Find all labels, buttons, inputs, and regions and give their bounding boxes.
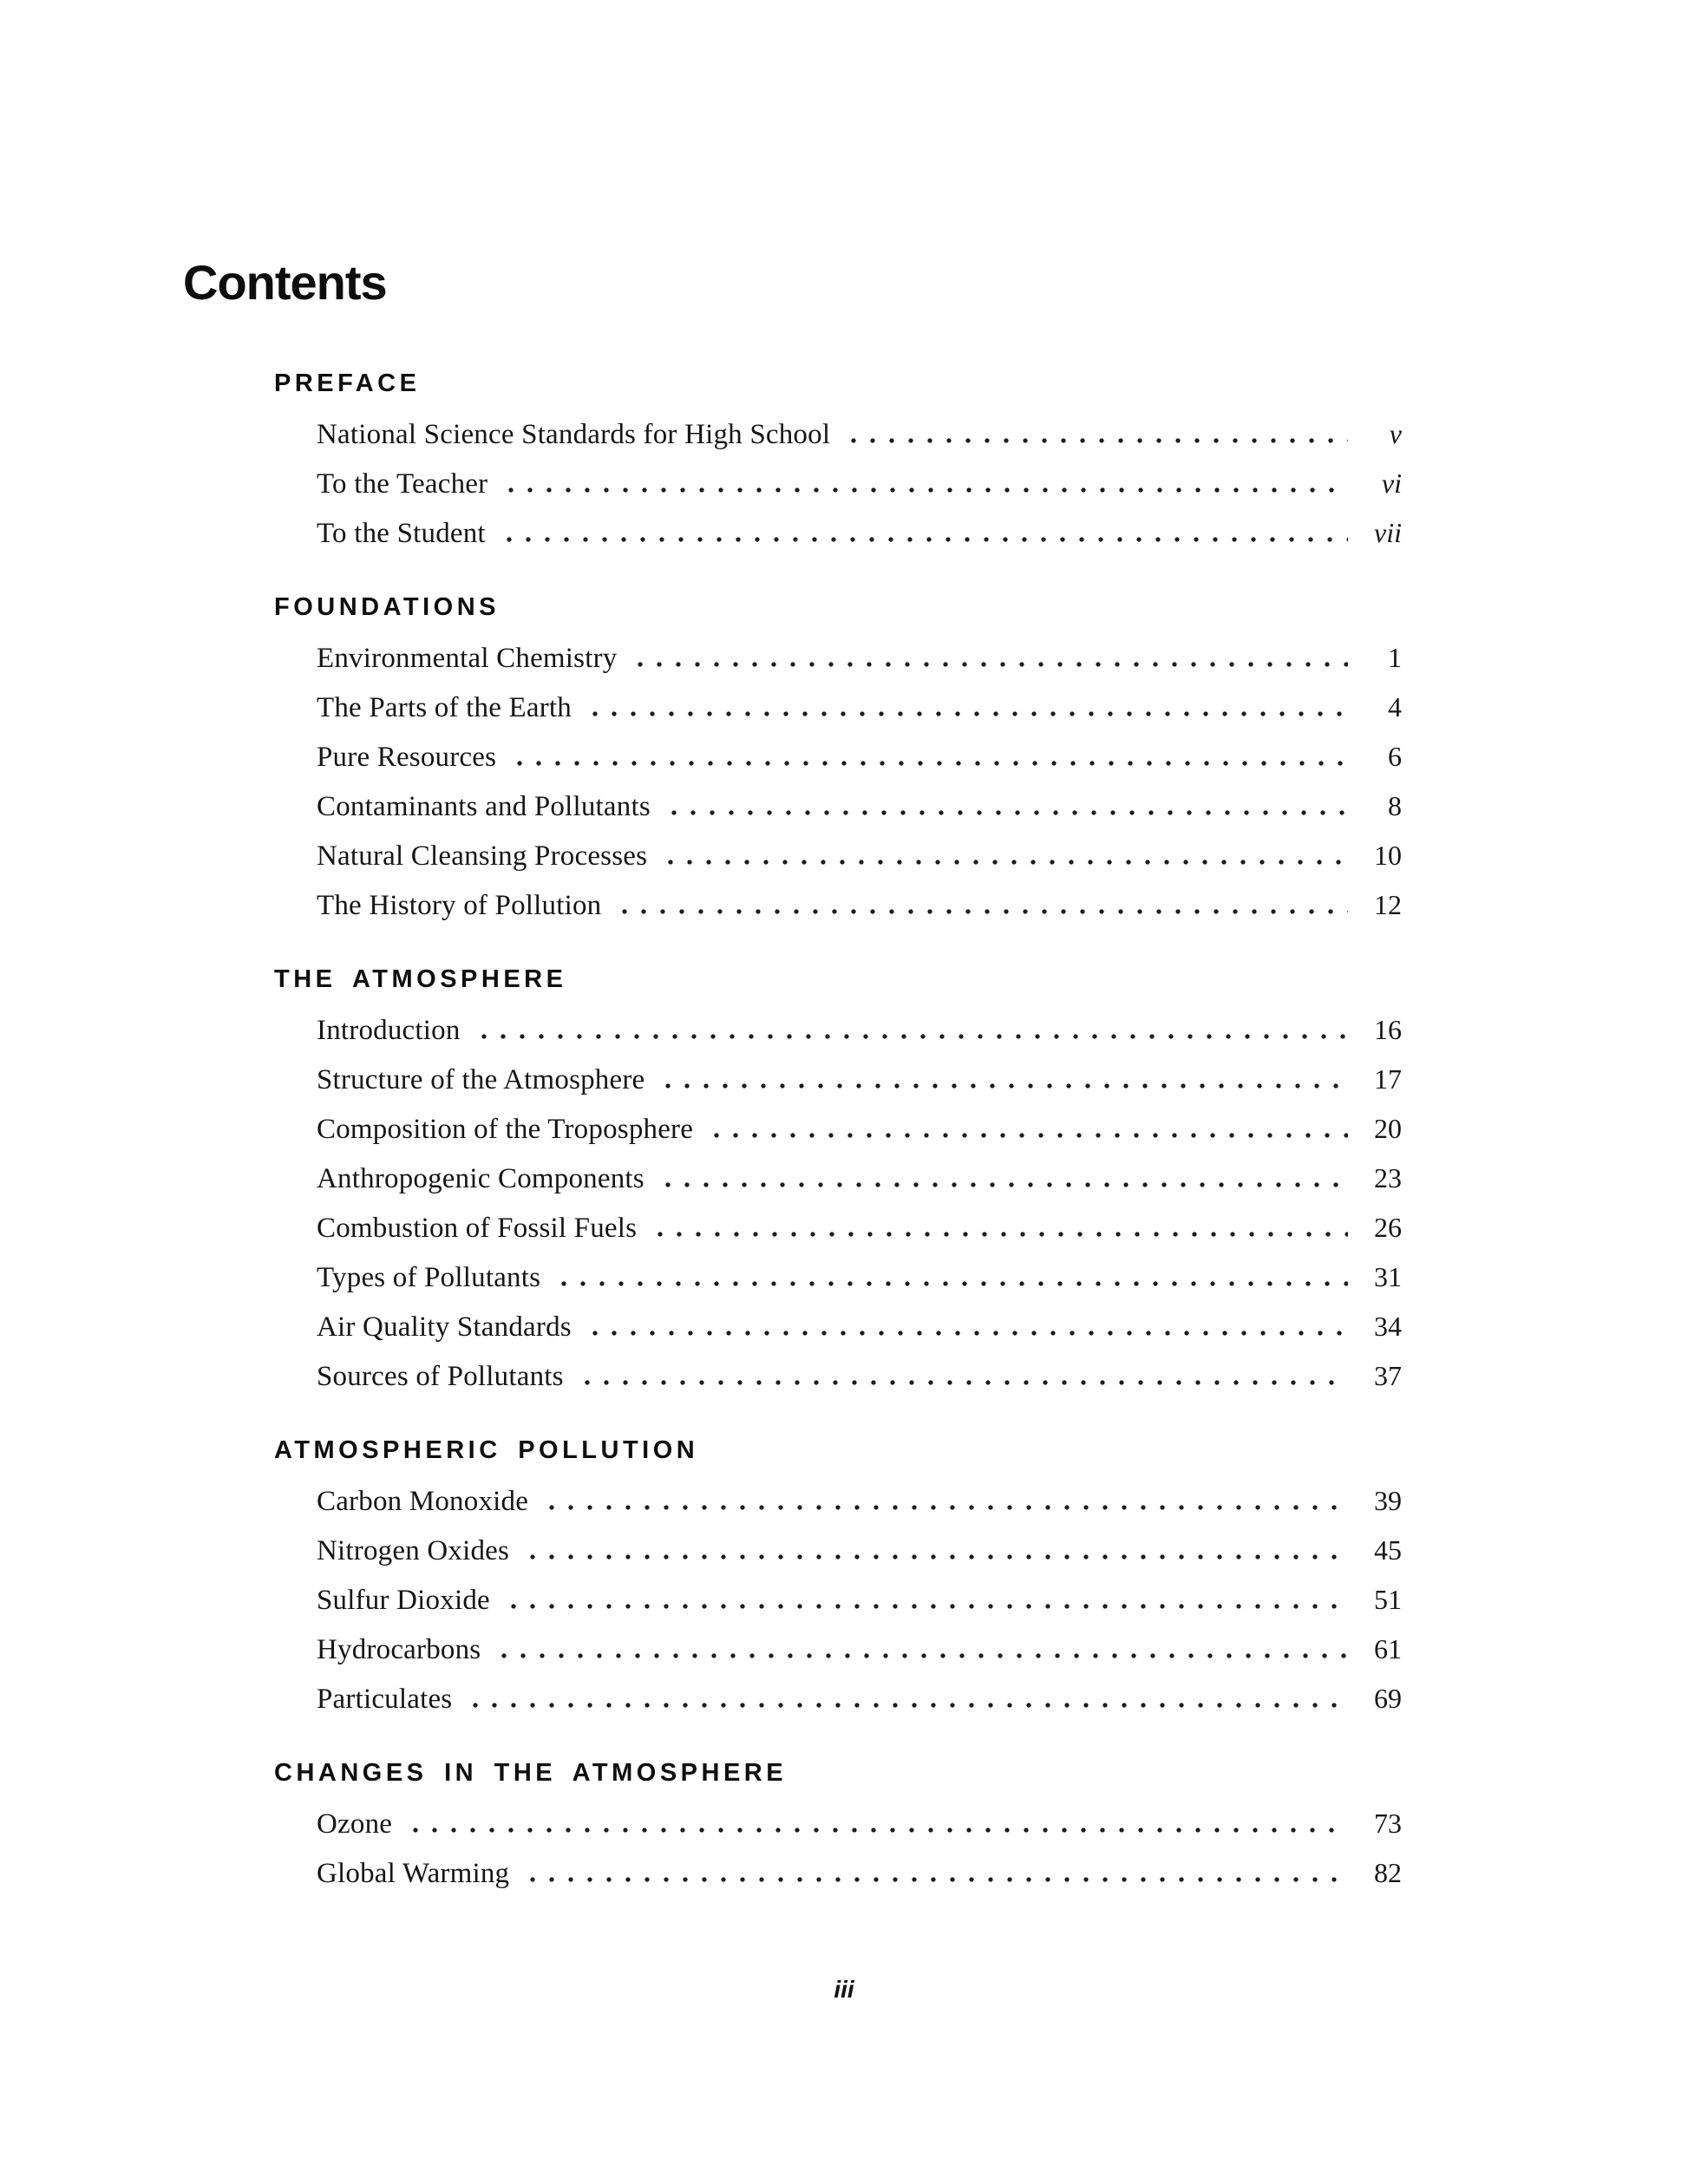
entry-label: Composition of the Troposphere bbox=[317, 1114, 694, 1145]
toc bbox=[274, 371, 1402, 1888]
entry-label: To the Teacher bbox=[317, 468, 488, 500]
toc-entries bbox=[317, 1016, 1402, 1391]
toc-section bbox=[274, 1438, 1402, 1714]
toc-entry bbox=[317, 1263, 1402, 1292]
entry-page-number: 8 bbox=[1388, 790, 1402, 821]
entry-page-number: 37 bbox=[1374, 1360, 1402, 1391]
entry-label: Hydrocarbons bbox=[317, 1634, 481, 1665]
entry-label: Air Quality Standards bbox=[317, 1311, 572, 1343]
toc-section bbox=[274, 967, 1402, 1391]
entry-label: Ozone bbox=[317, 1808, 393, 1840]
dot-leader bbox=[466, 1703, 1348, 1708]
entry-label: National Science Standards for High School bbox=[317, 419, 831, 450]
toc-entry bbox=[317, 1016, 1402, 1045]
dot-leader bbox=[586, 1331, 1348, 1336]
dot-leader bbox=[664, 810, 1348, 815]
toc-entry bbox=[317, 1859, 1402, 1888]
entry-page-number: 31 bbox=[1374, 1261, 1402, 1292]
entry-label: Types of Pollutants bbox=[317, 1262, 541, 1293]
toc-entry bbox=[317, 644, 1402, 673]
dot-leader bbox=[554, 1281, 1348, 1286]
toc-entry bbox=[317, 742, 1402, 772]
page-title: Contents bbox=[183, 255, 387, 310]
dot-leader bbox=[510, 761, 1348, 766]
toc-entry bbox=[317, 1684, 1402, 1714]
toc-entries bbox=[317, 1809, 1402, 1888]
toc-entry bbox=[317, 1213, 1402, 1243]
entry-label: Nitrogen Oxides bbox=[317, 1535, 510, 1566]
entry-label: Sulfur Dioxide bbox=[317, 1585, 490, 1616]
toc-entries bbox=[317, 1487, 1402, 1714]
entry-label: The History of Pollution bbox=[317, 890, 602, 921]
toc-entry bbox=[317, 469, 1402, 499]
toc-entry bbox=[317, 1115, 1402, 1144]
entry-page-number: 17 bbox=[1374, 1063, 1402, 1095]
entry-page-number: 45 bbox=[1374, 1534, 1402, 1566]
entry-label: Environmental Chemistry bbox=[317, 643, 618, 674]
toc-entry bbox=[317, 1065, 1402, 1095]
entry-page-number: 39 bbox=[1374, 1485, 1402, 1516]
dot-leader bbox=[523, 1877, 1348, 1882]
toc-entry bbox=[317, 841, 1402, 871]
entry-page-number: vi bbox=[1381, 468, 1402, 499]
entry-label: The Parts of the Earth bbox=[317, 692, 572, 723]
entry-page-number: 16 bbox=[1374, 1014, 1402, 1045]
toc-entry bbox=[317, 1809, 1402, 1839]
toc-entry bbox=[317, 519, 1402, 548]
toc-entry bbox=[317, 1635, 1402, 1664]
entry-page-number: 12 bbox=[1374, 889, 1402, 920]
section-heading: CHANGES IN THE ATMOSPHERE bbox=[274, 1759, 788, 1787]
section-heading: ATMOSPHERIC POLLUTION bbox=[274, 1436, 699, 1464]
entry-label: Pure Resources bbox=[317, 742, 497, 773]
dot-leader bbox=[501, 487, 1348, 493]
toc-section bbox=[274, 371, 1402, 548]
entry-label: Natural Cleansing Processes bbox=[317, 840, 648, 872]
dot-leader bbox=[586, 711, 1348, 716]
toc-entry bbox=[317, 891, 1402, 920]
toc-section bbox=[274, 595, 1402, 920]
section-heading: FOUNDATIONS bbox=[274, 593, 501, 621]
dot-leader bbox=[651, 1232, 1348, 1237]
toc-section bbox=[274, 1761, 1402, 1888]
dot-leader bbox=[707, 1133, 1348, 1138]
entry-page-number: vii bbox=[1374, 517, 1402, 548]
entry-label: Anthropogenic Components bbox=[317, 1163, 644, 1194]
entry-label: Structure of the Atmosphere bbox=[317, 1064, 645, 1095]
dot-leader bbox=[658, 1083, 1348, 1089]
entry-page-number: 82 bbox=[1374, 1857, 1402, 1888]
toc-entry bbox=[317, 792, 1402, 821]
entry-page-number: 23 bbox=[1374, 1162, 1402, 1193]
dot-leader bbox=[844, 438, 1348, 443]
entry-label: Contaminants and Pollutants bbox=[317, 791, 651, 822]
entry-page-number: 34 bbox=[1374, 1311, 1402, 1342]
dot-leader bbox=[661, 860, 1348, 865]
dot-leader bbox=[474, 1034, 1348, 1039]
toc-entry bbox=[317, 693, 1402, 723]
toc-entries bbox=[317, 420, 1402, 548]
section-heading: PREFACE bbox=[274, 369, 421, 397]
section-heading: THE ATMOSPHERE bbox=[274, 965, 567, 993]
entry-label: Particulates bbox=[317, 1684, 453, 1715]
dot-leader bbox=[494, 1653, 1348, 1658]
toc-entry bbox=[317, 1487, 1402, 1516]
entry-page-number: 20 bbox=[1374, 1113, 1402, 1144]
dot-leader bbox=[658, 1182, 1348, 1187]
toc-entry bbox=[317, 1586, 1402, 1615]
toc-entry bbox=[317, 420, 1402, 449]
entry-page-number: v bbox=[1389, 418, 1402, 449]
entry-page-number: 73 bbox=[1374, 1808, 1402, 1839]
dot-leader bbox=[406, 1828, 1348, 1833]
entry-label: Carbon Monoxide bbox=[317, 1486, 529, 1517]
entry-page-number: 1 bbox=[1388, 642, 1402, 673]
dot-leader bbox=[504, 1604, 1348, 1609]
entry-page-number: 61 bbox=[1374, 1633, 1402, 1664]
entry-page-number: 26 bbox=[1374, 1212, 1402, 1243]
dot-leader bbox=[615, 909, 1348, 914]
entry-label: Global Warming bbox=[317, 1858, 510, 1889]
toc-entry bbox=[317, 1312, 1402, 1342]
entry-page-number: 69 bbox=[1374, 1683, 1402, 1714]
dot-leader bbox=[523, 1554, 1348, 1560]
dot-leader bbox=[500, 537, 1348, 542]
toc-entries bbox=[317, 644, 1402, 920]
entry-label: Combustion of Fossil Fuels bbox=[317, 1213, 638, 1244]
entry-page-number: 6 bbox=[1388, 741, 1402, 772]
entry-label: To the Student bbox=[317, 518, 486, 549]
dot-leader bbox=[542, 1505, 1348, 1510]
entry-page-number: 4 bbox=[1388, 691, 1402, 723]
toc-entry bbox=[317, 1536, 1402, 1566]
toc-entry bbox=[317, 1362, 1402, 1391]
entry-label: Sources of Pollutants bbox=[317, 1361, 564, 1392]
dot-leader bbox=[631, 662, 1348, 667]
toc-entry bbox=[317, 1164, 1402, 1193]
entry-label: Introduction bbox=[317, 1015, 461, 1046]
entry-page-number: 10 bbox=[1374, 840, 1402, 871]
footer-page-number: iii bbox=[834, 1976, 854, 2003]
dot-leader bbox=[578, 1380, 1348, 1385]
entry-page-number: 51 bbox=[1374, 1584, 1402, 1615]
